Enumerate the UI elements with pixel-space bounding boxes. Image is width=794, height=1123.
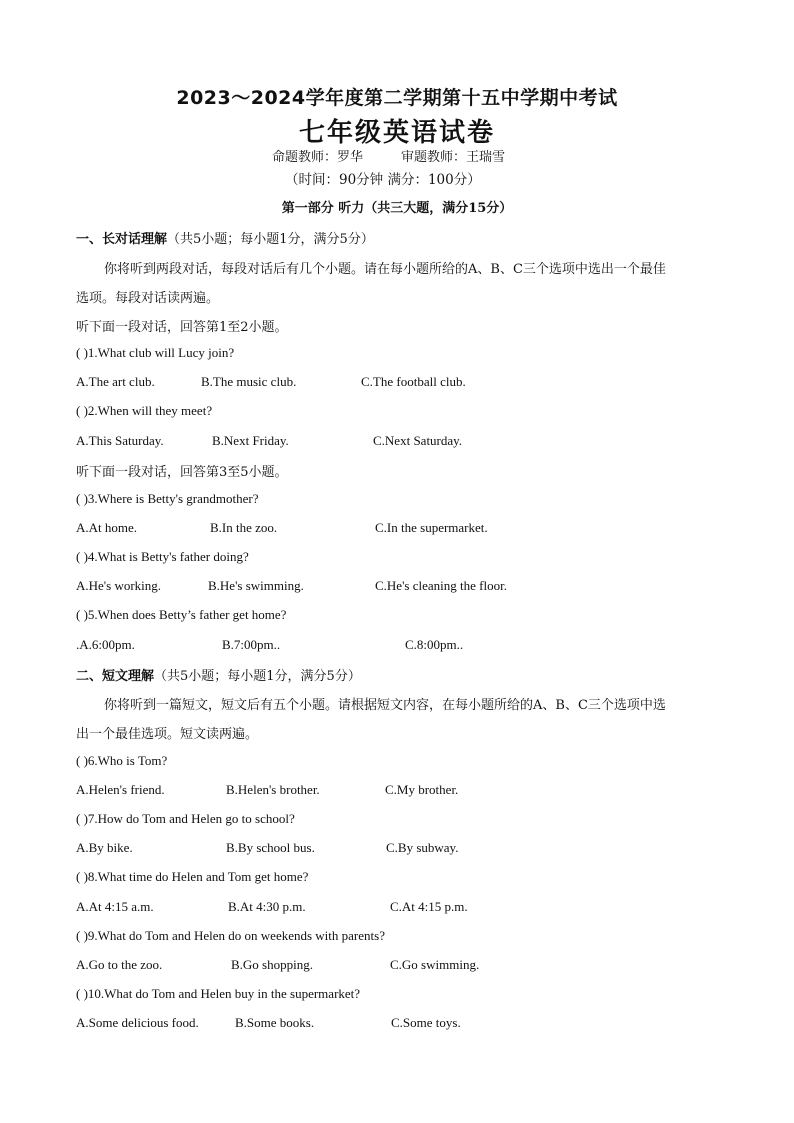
time-info: （时间：90分钟 满分：100分） bbox=[285, 172, 481, 188]
q3-option-c: C.In the supermarket. bbox=[375, 520, 488, 535]
reviewer-label: 审题教师：王瑞雪 bbox=[401, 150, 506, 165]
q7-option-b: B.By school bus. bbox=[226, 840, 315, 855]
q5-option-c: C.8:00pm.. bbox=[405, 637, 464, 652]
section1-title bbox=[76, 228, 374, 247]
section1-instruction-2: 选项。每段对话读两遍。 bbox=[76, 291, 220, 306]
q2-option-b: B.Next Friday. bbox=[212, 433, 289, 448]
q9-option-b: B.Go shopping. bbox=[231, 957, 313, 972]
q4-option-c: C.He's cleaning the floor. bbox=[375, 578, 507, 593]
teachers-line bbox=[272, 146, 505, 165]
section2-title bbox=[76, 665, 361, 684]
q6-option-c: C.My brother. bbox=[385, 782, 459, 797]
question-2: ( )2.When will they meet? bbox=[76, 403, 213, 418]
question-4: ( )4.What is Betty's father doing? bbox=[76, 549, 249, 564]
q1-option-a: A.The art club. bbox=[76, 374, 155, 389]
q4-option-b: B.He's swimming. bbox=[208, 578, 304, 593]
question-1: ( )1.What club will Lucy join? bbox=[76, 345, 235, 360]
section2-instruction-1: 你将听到一篇短文，短文后有五个小题。请根据短文内容，在每小题所给的A、B、C三个选项中选 bbox=[104, 698, 666, 713]
dialog2-intro: 听下面一段对话，回答第3至5小题。 bbox=[76, 465, 288, 480]
q6-option-b: B.Helen's brother. bbox=[226, 782, 320, 797]
q4-option-a: A.He's working. bbox=[76, 578, 162, 593]
q5-option-a: .A.6:00pm. bbox=[76, 637, 135, 652]
q7-option-a: A.By bike. bbox=[76, 840, 133, 855]
section2-title-bold: 二、短文理解 bbox=[76, 669, 155, 684]
question-6: ( )6.Who is Tom? bbox=[76, 753, 168, 768]
q6-option-a: A.Helen's friend. bbox=[76, 782, 165, 797]
q5-option-b: B.7:00pm.. bbox=[222, 637, 281, 652]
part1-title: 第一部分 听力（共三大题，满分15分） bbox=[281, 201, 513, 216]
section1-instruction-1: 你将听到两段对话，每段对话后有几个小题。请在每小题所给的A、B、C三个选项中选出一个最佳 bbox=[104, 262, 666, 277]
q8-option-b: B.At 4:30 p.m. bbox=[228, 899, 306, 914]
q3-option-a: A.At home. bbox=[76, 520, 138, 535]
q8-option-a: A.At 4:15 a.m. bbox=[76, 899, 154, 914]
q3-option-b: B.In the zoo. bbox=[210, 520, 278, 535]
question-9: ( )9.What do Tom and Helen do on weekends with parents? bbox=[76, 928, 385, 943]
setter-label: 命题教师：罗华 bbox=[272, 150, 364, 165]
q7-option-c: C.By subway. bbox=[386, 840, 459, 855]
dialog1-intro: 听下面一段对话，回答第1至2小题。 bbox=[76, 320, 288, 335]
section1-title-rest: （共5小题；每小题1分，满分5分） bbox=[167, 232, 374, 247]
q1-option-c: C.The football club. bbox=[361, 374, 466, 389]
section2-title-rest: （共5小题；每小题1分，满分5分） bbox=[154, 669, 361, 684]
q8-option-c: C.At 4:15 p.m. bbox=[390, 899, 468, 914]
exam-title: 2023～2024学年度第二学期第十五中学期中考试 bbox=[176, 87, 618, 109]
section1-title-bold: 一、长对话理解 bbox=[76, 232, 168, 247]
q9-option-c: C.Go swimming. bbox=[390, 957, 480, 972]
q9-option-a: A.Go to the zoo. bbox=[76, 957, 163, 972]
q2-option-a: A.This Saturday. bbox=[76, 433, 164, 448]
section2-instruction-2: 出一个最佳选项。短文读两遍。 bbox=[76, 727, 259, 742]
exam-subtitle: 七年级英语试卷 bbox=[298, 118, 495, 148]
q10-option-a: A.Some delicious food. bbox=[76, 1015, 199, 1030]
q1-option-b: B.The music club. bbox=[201, 374, 297, 389]
question-8: ( )8.What time do Helen and Tom get home? bbox=[76, 869, 309, 884]
question-3: ( )3.Where is Betty's grandmother? bbox=[76, 491, 259, 506]
question-7: ( )7.How do Tom and Helen go to school? bbox=[76, 811, 295, 826]
question-5: ( )5.When does Betty’s father get home? bbox=[76, 607, 287, 622]
q2-option-c: C.Next Saturday. bbox=[373, 433, 463, 448]
q10-option-b: B.Some books. bbox=[235, 1015, 315, 1030]
question-10: ( )10.What do Tom and Helen buy in the supermarket? bbox=[76, 986, 361, 1001]
q10-option-c: C.Some toys. bbox=[391, 1015, 461, 1030]
